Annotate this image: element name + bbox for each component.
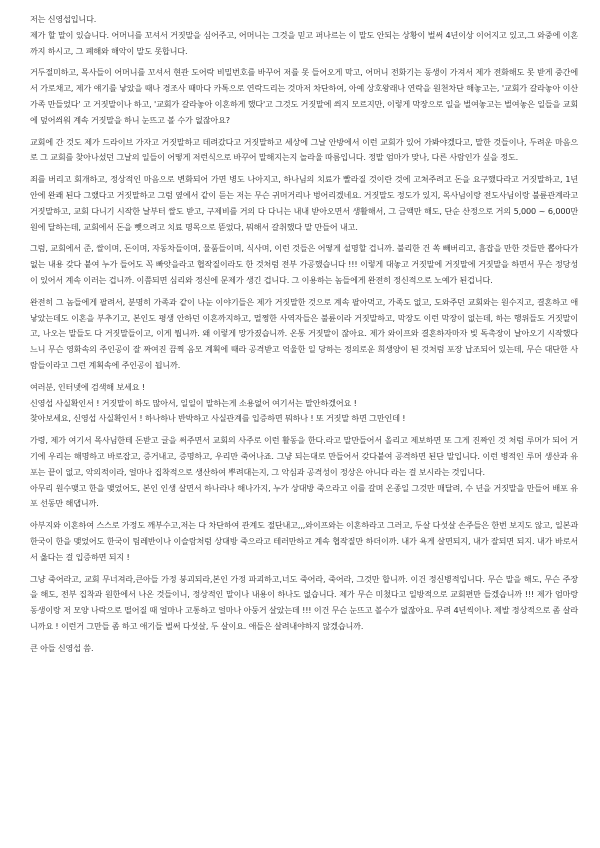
paragraph-rumors: 가령, 제가 여기서 목사님한테 돈받고 글을 써주면서 교회의 사주로 이런 활동을 한다.라고 말만들어서 올리고 제보하면 또 그게 진짜인 것 처럼 루머가 되어 거기에 우리는 해명하고 바로잡고, 증거내고, 증명하고, 우리만 죽어나죠. 그냥 되는대로 만들어서 갖다붙여 공격하면 된단 말입니다. 이런 병적인 루머 생산과 유포는 끝이 없고, 악의적이라, 얼마나 집착적으로 생산하여 뿌려대는지, 그 악심과 공격성이 정상은 아니다 라는 걸 보시라는 것입니다. 아무리 원수맺고 한을 맺었어도, 본인 인생 살면서 하나라나 해나가지, 누가 상대방 죽으라고 이를 갈며 온종일 그것만 매달려, 수 년을 거짓말을 만들어 배포 유포 선동만 해댑니까.: [30, 435, 578, 509]
paragraph-intro: 저는 신영섭입니다. 제가 할 말이 있습니다. 어머니를 꼬셔서 거짓말을 심어주고, 어머니는 그것을 믿고 퍼나르는 이 말도 안되는 상황이 벌써 4년이상 이어지고 있고,그 와중에 이혼까지 하시고, 그 폐해와 해악이 말도 못합니다.: [30, 14, 578, 56]
paragraph-plea: 그냥 죽어라고, 교회 무너져라,큰아들 가정 붕괴되라,본인 가정 파괴하고,너도 죽어라, 죽어라, 그것만 합니까. 이건 정신병적입니다. 무슨 말을 해도, 무슨 주장을 해도, 전부 집착과 원한에서 나온 것들이니, 정상적인 말이나 내용이 하나도 없습니다. 제가 무슨 미쳤다고 일방적으로 교회편만 들겠습니까 !!! 제가 엄마랑 동생이랑 저 모양 나락으로 떨어질 때 얼마나 고통하고 얼마나 아둥거 살았는데 !!! 이건 무슨 눈뜨고 볼수가 없잖아요. 무려 4년씩이나. 제발 정상적으로 좀 살라니까요 ! 이런거 그만들 좀 하고 애기들 벌써 다섯살, 두 살이요. 애들은 살려내야하지 않겠습니까.: [30, 573, 578, 631]
paragraph-support: 그럼, 교회에서 준, 쌀이며, 돈이며, 자동차들이며, 물품들이며, 식사며, 이런 것들은 어떻게 설명할 겁니까. 불리한 건 쏙 빼버리고, 흠잡을 만한 것들만 뽑아다가 없는 내용 갖다 붙여 누가 들어도 꼭 빠앗을라고 협작질이라도 한 것처럼 전부 가공했습니다 !!! 이렇게 대놓고 거짓말에 거짓말에 거짓말을 하면서 무슨 정당성이 있어서 계속 이러는 겁니까. 이쯤되면 심리와 정신에 문제가 생긴 겁니다. 그 이용하는 놈들에게 완전히 정신적으로 노예가 된겁니다.: [30, 243, 578, 285]
paragraph-search-appeal: 여러분, 인터넷에 검색해 보세요 ! 신영섭 사실확인서 ! 거짓말이 하도 많아서, 일일이 말하는게 소용없어 여기서는 말안하겠어요 ! 찾아보세요, 신영섭 사실확인서 ! 하나하나 반박하고 사실관계를 입증하면 뭐하나 ! 또 거짓말 하면 그만인데 !: [30, 381, 406, 424]
paragraph-repentance: 죄를 버리고 회개하고, 정상적인 마음으로 변화되어 가면 병도 나아지고, 하나님의 치료가 빨라질 것이란 것에 고쳐주려고 돈을 요구했다라고 거짓말하고, 1년 안에 완쾌 된다 그랬다고 거짓말하고 그럼 옆에서 같이 듣는 저는 무슨 귀머거리나 벙어리겠네요. 거짓말도 정도가 있지, 목사님이랑 전도사님이랑 불륜관계라고 거짓말하고, 교회 다니기 시작한 날부터 쌀도 받고, 구제비를 거의 다 다니는 내내 받아오면서 생활해서, 그 금액만 해도, 단순 산정으로 거의 5,000 ~ 6,000만원에 달하는데, 교회에서 돈을 뺏으려고 치료 명목으로 뜯었다, 뭐해서 갈취했다 말 만들어 내고.: [30, 174, 578, 232]
paragraph-divorce: 아부지와 이혼하여 스스로 가정도 깨부수고,저는 다 차단하여 관계도 절단내고,,,와이프와는 이혼하라고 그러고, 두살 다섯살 손주들은 한번 보지도 않고, 일본과 한국이 한을 맺었어도 한국이 팀레반이나 이슬람처럼 상대방 죽으라고 테러만하고 계속 협작질만 하더이까. 내가 욕게 살면되지, 내가 잘되면 되지. 내가 바로서서 옳다는 걸 입증하면 되지 !: [30, 520, 578, 562]
paragraph-sold-out: 완전히 그 놈들에게 팔려서, 분명히 가족과 같이 나눈 이야기들은 제가 거짓말한 것으로 계속 팔아먹고, 가족도 없고, 도와주던 교회와는 원수지고, 결혼하고 애 낳았는데도 이혼을 부추기고, 본인도 평생 안하던 이혼까지하고, 멀쩡한 사역자들은 불륜이라 거짓말하고, 막장도 이런 막장이 없는데, 하는 행위들도 거짓말이고, 나오는 말들도 다 거짓말들이고, 이게 뭡니까. 왜 이렇게 망가졌습니까. 온통 거짓말이 잖아요. 제가 와이프와 결혼하자마자 빚 독촉장이 날아오기 시작했다느니 무슨 영화속의 주인공이 잘 짜여진 끔찍 음모 계획에 때라 공격받고 억울한 일 당하는 정의로운 희생양이 된 것처럼 포장 납조되어 있는데, 무슨 대단한 사람들이라고 그런 계획속에 주인공이 됩니까.: [30, 296, 578, 370]
paragraph-doorlock: 거두절미하고, 목사들이 어머니를 꼬셔서 현관 도어락 비밀번호를 바꾸어 저를 못 들어오게 막고, 어머니 전화기는 동생이 가져서 제가 전화해도 못 받게 중간에서 가로채고, 제가 얘기를 낳았을 때나 경조사 때마다 카톡으로 연락드리는 것마저 차단하여, 아예 상호왕래나 연락을 원천차단 해놓고는, '교회가 갈라놓아 이산가족 만들었다' 고 거짓말이나 하고, '교회가 갈라놓아 이혼하게 했다'고 그것도 거짓말에 씌지 모르지만, 이렇게 막장으로 일을 벌여놓고는 벌여놓은 일들을 교회에 덮어씌워 계속 거짓말을 하니 눈뜨고 볼 수가 없잖아요?: [30, 67, 578, 125]
signature-line: 큰 아들 신영섭 씀.: [30, 642, 94, 653]
paragraph-church-visit: 교회에 간 것도 제가 드라이브 가자고 거짓말하고 데려갔다고 거짓말하고 세상에 그날 안방에서 이런 교회가 있어 가봐야겠다고, 말한 것들이나, 두려운 마음으로 그 교회를 찾아나섰던 그날의 일들이 어떻게 저런식으로 바꾸어 말해지는지 놀라울 따름입니다. 정말 엄마가 맞나, 다른 사람인가 싶을 정도.: [30, 136, 578, 163]
